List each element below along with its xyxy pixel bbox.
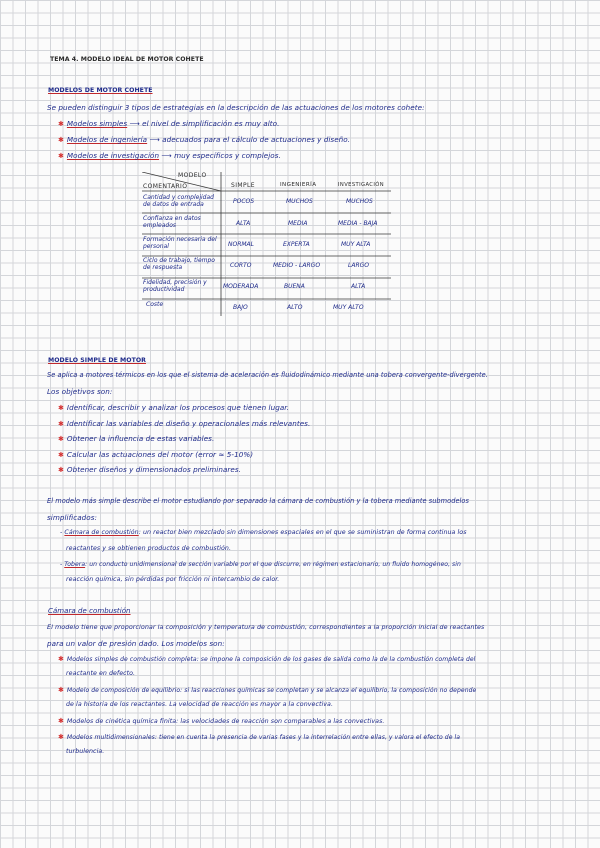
section2-bullet (58, 465, 241, 474)
bullet-term: Modelos de ingeniería (66, 135, 148, 144)
bullet-mark: ✱ (58, 120, 64, 128)
cell-value: MUCHOS (346, 198, 373, 205)
cell-value: MUCHOS (286, 198, 313, 205)
section2-para-line: simplificados: (47, 513, 98, 522)
bullet-text: Calcular las actuaciones del motor (error ≈ 5-10%) (66, 450, 254, 459)
dash-item-cont: reacción química, sin pérdidas por fricción ni intercambio de calor. (66, 576, 280, 583)
section2-intro: Se aplica a motores térmicos en los que el sistema de aceleración es fluidodinámico mediante una tobera convergente-divergente. (47, 371, 488, 379)
dash-item-cont: reactantes y se obtienen productos de combustión. (66, 545, 232, 552)
dash-term: Cámara de combustión (64, 529, 139, 536)
section3-bullet-cont: reactante en defecto. (66, 670, 136, 677)
row-label: Formación necesaria del personal (143, 236, 217, 250)
bullet-mark: ✱ (58, 152, 64, 160)
dash-text: : un conducto unidimensional de sección variable por el que discurre, en régimen estacionario, un fluido homogéneo, sin (85, 561, 461, 568)
bullet-text: Obtener diseños y dimensionados preliminares. (66, 465, 242, 474)
section2-heading: MODELO SIMPLE DE MOTOR (48, 357, 146, 364)
bullet-mark: ✱ (58, 686, 64, 694)
table-corner-top: MODELO (178, 172, 207, 179)
bullet-term: Modelos de investigación (66, 151, 160, 160)
bullet-mark: ✱ (58, 435, 64, 443)
cell-value: BAJO (233, 304, 248, 311)
cell-value: MEDIO - LARGO (273, 262, 321, 269)
bullet-mark: ✱ (58, 733, 64, 741)
section1-bullet (58, 119, 279, 128)
cell-value: ALTA (351, 283, 366, 290)
section3-bullet (58, 733, 460, 741)
section1-heading: MODELOS DE MOTOR COHETE (48, 87, 153, 94)
bullet-text: ⟶ el nivel de simplificación es muy alto. (127, 119, 280, 128)
bullet-mark: ✱ (58, 404, 64, 412)
cell-value: LARGO (348, 262, 369, 269)
cell-value: CORTO (230, 262, 252, 269)
section3-bullet (58, 655, 475, 663)
bullet-text: Modelos de cinética química finita: las velocidades de reacción son comparables a las convectivas. (66, 718, 385, 725)
section3-bullet-cont: turbulencia. (66, 748, 105, 755)
bullet-term: Modelos simples (66, 119, 128, 128)
section3-bullet (58, 717, 384, 725)
bullet-mark: ✱ (58, 451, 64, 459)
page-title: TEMA 4. MODELO IDEAL DE MOTOR COHETE (50, 56, 204, 63)
dash-text: : un reactor bien mezclado sin dimensiones espaciales en el que se suministran de forma continua los (138, 529, 467, 536)
column-header-investigacion: INVESTIGACIÓN (338, 182, 385, 188)
dash-mark: - (60, 529, 65, 536)
dash-mark: - (60, 561, 65, 568)
column-header-ingenieria: INGENIERÍA (280, 182, 317, 188)
bullet-text: ⟶ muy específicos y complejos. (159, 151, 281, 160)
cell-value: MEDIA (288, 220, 308, 227)
section1-intro: Se pueden distinguir 3 tipos de estrategias en la descripción de las actuaciones de los motores cohete: (47, 103, 425, 112)
dash-item (60, 529, 467, 536)
cell-value: ALTA (236, 220, 251, 227)
bullet-text: Modelos simples de combustión completa: se impone la composición de los gases de salida como la de la combustión completa del (66, 656, 476, 663)
bullet-mark: ✱ (58, 655, 64, 663)
bullet-mark: ✱ (58, 420, 64, 428)
cell-value: EXPERTA (283, 241, 310, 248)
cell-value: MUY ALTA (341, 241, 371, 248)
cell-value: MODERADA (223, 283, 259, 290)
comparison-table (142, 172, 391, 316)
cell-value: NORMAL (228, 241, 255, 248)
bullet-text: Identificar, describir y analizar los procesos que tienen lugar. (66, 403, 289, 412)
bullet-text: Identificar las variables de diseño y operacionales más relevantes. (66, 419, 311, 428)
cell-value: BUENA (284, 283, 305, 290)
row-label: Confianza en datos empleados (143, 215, 201, 229)
section3-intro-line: para un valor de presión dado. Los modelos son: (47, 639, 225, 648)
cell-value: MEDIA - BAJA (338, 220, 378, 227)
bullet-text: Modelo de composición de equilibrio: si las reacciones químicas se completan y se alcanza el equilibrio, la composición no depende (66, 687, 477, 694)
section3-bullet-cont: de la historia de los reactantes. La velocidad de reacción es mayor a la convectiva. (66, 701, 334, 708)
cell-value: MUY ALTO (333, 304, 364, 311)
row-label: Ciclo de trabajo, tiempo de respuesta (143, 257, 215, 271)
section2-bullet (58, 419, 310, 428)
row-label: Fidelidad, precisión y productividad (143, 279, 207, 293)
section1-bullet (58, 151, 281, 160)
section3-heading: Cámara de combustión (48, 607, 131, 615)
dash-term: Tobera (64, 561, 86, 568)
dash-item (60, 561, 461, 568)
section2-para-line: El modelo más simple describe el motor estudiando por separado la cámara de combustión y la tobera mediante submodelos (47, 497, 470, 505)
objectives-label: Los objetivos son: (47, 387, 113, 396)
bullet-text: Obtener la influencia de estas variables. (66, 434, 215, 443)
section2-bullet (58, 450, 253, 459)
table-corner-bottom: COMENTARIO (143, 183, 188, 190)
bullet-text: ⟶ adecuados para el cálculo de actuaciones y diseño. (147, 135, 351, 144)
bullet-mark: ✱ (58, 136, 64, 144)
section2-bullet (58, 434, 214, 443)
section2-bullet (58, 403, 289, 412)
section3-bullet (58, 686, 476, 694)
bullet-mark: ✱ (58, 717, 64, 725)
row-label: Coste (146, 301, 164, 308)
column-header-simple: SIMPLE (231, 182, 255, 189)
bullet-mark: ✱ (58, 466, 64, 474)
cell-value: POCOS (233, 198, 255, 205)
cell-value: ALTO (287, 304, 303, 311)
row-label: Cantidad y complejidad de datos de entrada (143, 194, 214, 208)
bullet-text: Modelos multidimensionales: tiene en cuenta la presencia de varias fases y la interrelación entre ellas, y valora el efecto de la (66, 734, 461, 741)
section1-bullet (58, 135, 350, 144)
section3-intro-line: El modelo tiene que proporcionar la composición y temperatura de combustión, correspondientes a la proporción inicial de reactantes (47, 623, 485, 631)
